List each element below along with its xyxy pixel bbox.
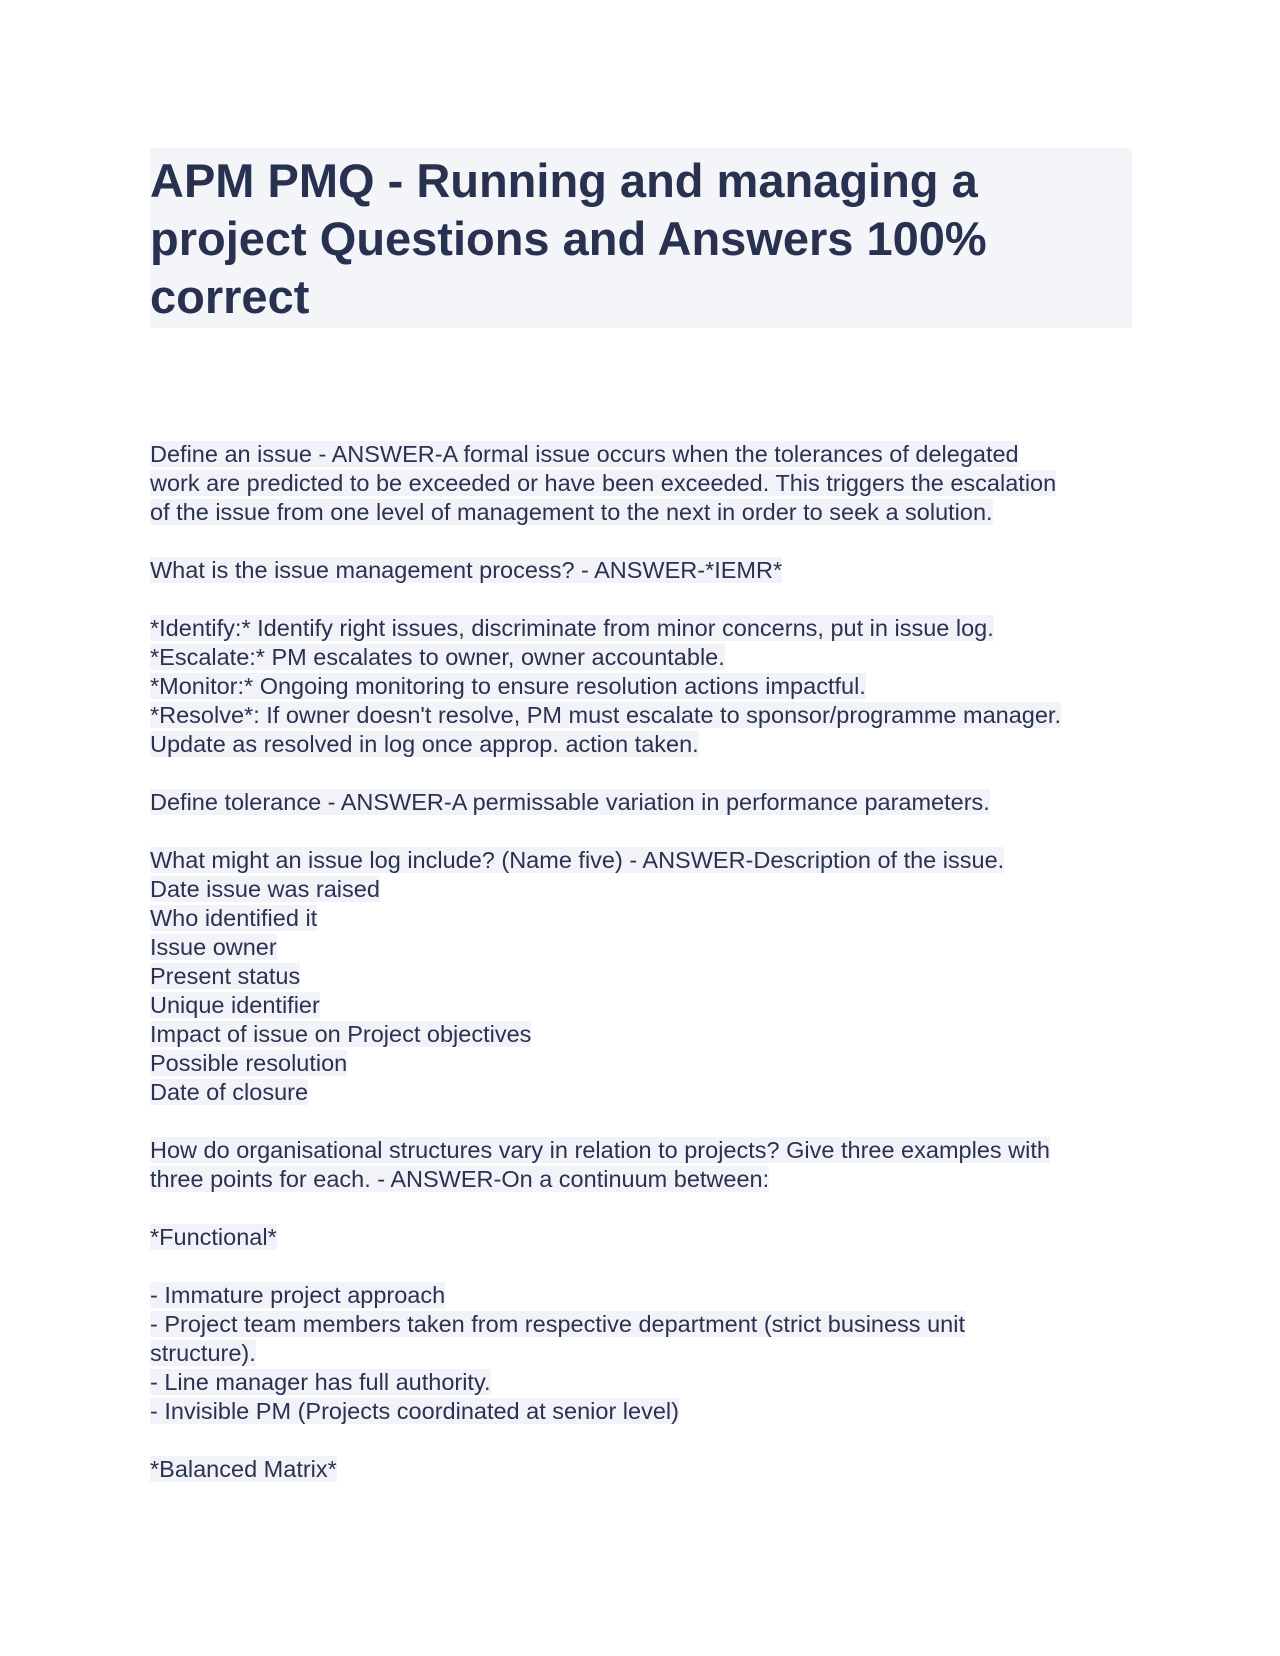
text-line-content: - Line manager has full authority. (150, 1369, 491, 1395)
blank-line (150, 585, 1132, 614)
blank-line (150, 527, 1132, 556)
text-line (150, 701, 1132, 730)
text-line (150, 904, 1132, 933)
text-line (150, 1281, 1132, 1310)
text-line-content: Update as resolved in log once approp. action taken. (150, 731, 699, 757)
text-line (150, 556, 1132, 585)
text-line-content: three points for each. - ANSWER-On a continuum between: (150, 1166, 770, 1192)
text-line (150, 498, 1132, 527)
text-line-content: Unique identifier (150, 992, 320, 1018)
text-line-content: of the issue from one level of management to the next in order to seek a solution. (150, 499, 993, 525)
blank-line (150, 1426, 1132, 1455)
text-line-content: work are predicted to be exceeded or have been exceeded. This triggers the escalation (150, 470, 1057, 496)
text-line (150, 846, 1132, 875)
text-line (150, 1339, 1132, 1368)
text-line-content: What might an issue log include? (Name five) - ANSWER-Description of the issue. (150, 847, 1005, 873)
text-line (150, 440, 1132, 469)
blank-line (150, 1194, 1132, 1223)
text-line (150, 1136, 1132, 1165)
document-page (150, 148, 1132, 1484)
text-line-content: Date of closure (150, 1079, 309, 1105)
text-line-content: How do organisational structures vary in relation to projects? Give three examples with (150, 1137, 1050, 1163)
text-line (150, 469, 1132, 498)
text-line-content: Define an issue - ANSWER-A formal issue occurs when the tolerances of delegated (150, 441, 1019, 467)
blank-line (150, 1107, 1132, 1136)
text-line (150, 991, 1132, 1020)
text-line-content: What is the issue management process? - ANSWER-*IEMR* (150, 557, 783, 583)
blank-line (150, 759, 1132, 788)
text-line-content: Impact of issue on Project objectives (150, 1021, 532, 1047)
text-line-content: *Monitor:* Ongoing monitoring to ensure resolution actions impactful. (150, 673, 866, 699)
text-line-content: *Escalate:* PM escalates to owner, owner accountable. (150, 644, 725, 670)
text-line (150, 1020, 1132, 1049)
text-line-content: - Immature project approach (150, 1282, 446, 1308)
text-line-content: Who identified it (150, 905, 318, 931)
text-line (150, 933, 1132, 962)
text-line-content: *Functional* (150, 1224, 277, 1250)
document-body (150, 440, 1132, 1484)
text-line-content: - Project team members taken from respective department (strict business unit (150, 1311, 965, 1337)
text-line (150, 1455, 1132, 1484)
text-line (150, 1078, 1132, 1107)
blank-line (150, 1252, 1132, 1281)
text-line (150, 730, 1132, 759)
text-line (150, 643, 1132, 672)
text-line (150, 1165, 1132, 1194)
text-line (150, 875, 1132, 904)
text-line-content: - Invisible PM (Projects coordinated at senior level) (150, 1398, 679, 1424)
text-line-content: *Balanced Matrix* (150, 1456, 337, 1482)
text-line (150, 614, 1132, 643)
text-line-content: *Identify:* Identify right issues, discriminate from minor concerns, put in issue log. (150, 615, 994, 641)
text-line-content: Define tolerance - ANSWER-A permissable variation in performance parameters. (150, 789, 990, 815)
blank-line (150, 817, 1132, 846)
document-title: APM PMQ - Running and managing a project Questions and Answers 100% correct (150, 148, 1132, 328)
text-line (150, 962, 1132, 991)
text-line (150, 1368, 1132, 1397)
text-line-content: Issue owner (150, 934, 277, 960)
text-line (150, 1397, 1132, 1426)
text-line (150, 672, 1132, 701)
text-line (150, 1310, 1132, 1339)
text-line (150, 1223, 1132, 1252)
text-line-content: Possible resolution (150, 1050, 348, 1076)
text-line-content: structure). (150, 1340, 256, 1366)
text-line-content: Date issue was raised (150, 876, 380, 902)
text-line-content: Present status (150, 963, 301, 989)
text-line-content: *Resolve*: If owner doesn't resolve, PM must escalate to sponsor/programme manager. (150, 702, 1061, 728)
text-line (150, 1049, 1132, 1078)
text-line (150, 788, 1132, 817)
